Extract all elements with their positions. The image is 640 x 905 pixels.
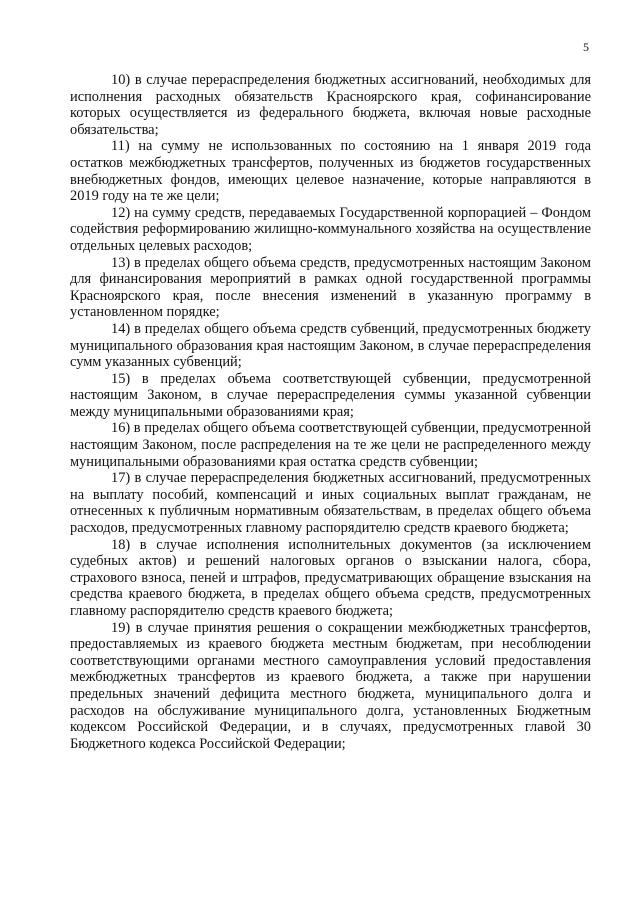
paragraph-item-13: 13) в пределах общего объема средств, предусмотренных настоящим Законом для финансирования мероприятий в рамках одной государственной программы Красноярского края, после внесения изменений в указанную программу в установленном порядке; bbox=[70, 254, 591, 321]
document-body bbox=[70, 72, 591, 752]
paragraph-item-16: 16) в пределах общего объема соответствующей субвенции, предусмотренной настоящим Законом, после распределения на те же цели не распределенного между муниципальными образованиями края остатка средств субвенции; bbox=[70, 420, 591, 470]
paragraph-item-11: 11) на сумму не использованных по состоянию на 1 января 2019 года остатков межбюджетных трансфертов, полученных из бюджетов государственных внебюджетных фондов, имеющих целевое назначение, которые направляются в 2019 году на те же цели; bbox=[70, 138, 591, 205]
paragraph-item-12: 12) на сумму средств, передаваемых Государственной корпорацией – Фондом содействия реформированию жилищно-коммунального хозяйства на осуществление отдельных целевых расходов; bbox=[70, 204, 591, 254]
paragraph-item-15: 15) в пределах объема соответствующей субвенции, предусмотренной настоящим Законом, в случае перераспределения суммы указанной субвенции между муниципальными образованиями края; bbox=[70, 370, 591, 420]
paragraph-item-19: 19) в случае принятия решения о сокращении межбюджетных трансфертов, предоставляемых из краевого бюджета местным бюджетам, при несоблюдении соответствующими органами местного самоуправления условий предоставления межбюджетных трансфертов из краевого бюджета, а также при нарушении предельных значений дефицита местного бюджета, муниципального долга и расходов на обслуживание муниципального долга, установленных Бюджетным кодексом Российской Федерации, и в случаях, предусмотренных главой 30 Бюджетного кодекса Российской Федерации; bbox=[70, 619, 591, 752]
paragraph-item-18: 18) в случае исполнения исполнительных документов (за исключением судебных актов) и решений налоговых органов о взыскании налога, сбора, страхового взноса, пеней и штрафов, предусматривающих обращение взыскания на средства краевого бюджета, в пределах общего объема средств, предусмотренных главному распорядителю средств краевого бюджета; bbox=[70, 536, 591, 619]
page-number: 5 bbox=[583, 40, 589, 54]
paragraph-item-14: 14) в пределах общего объема средств субвенций, предусмотренных бюджету муниципального образования края настоящим Законом, в случае перераспределения сумм указанных субвенций; bbox=[70, 320, 591, 371]
paragraph-item-10: 10) в случае перераспределения бюджетных ассигнований, необходимых для исполнения расходных обязательств Красноярского края, софинансирование которых осуществляется из федерального бюджета, включая новые расходные обязательства; bbox=[70, 72, 591, 138]
paragraph-item-17: 17) в случае перераспределения бюджетных ассигнований, предусмотренных на выплату пособий, компенсаций и иных социальных выплат гражданам, не отнесенных к публичным нормативным обязательствам, в пределах общего объема расходов, предусмотренных главному распорядителю средств краевого бюджета; bbox=[70, 470, 591, 537]
